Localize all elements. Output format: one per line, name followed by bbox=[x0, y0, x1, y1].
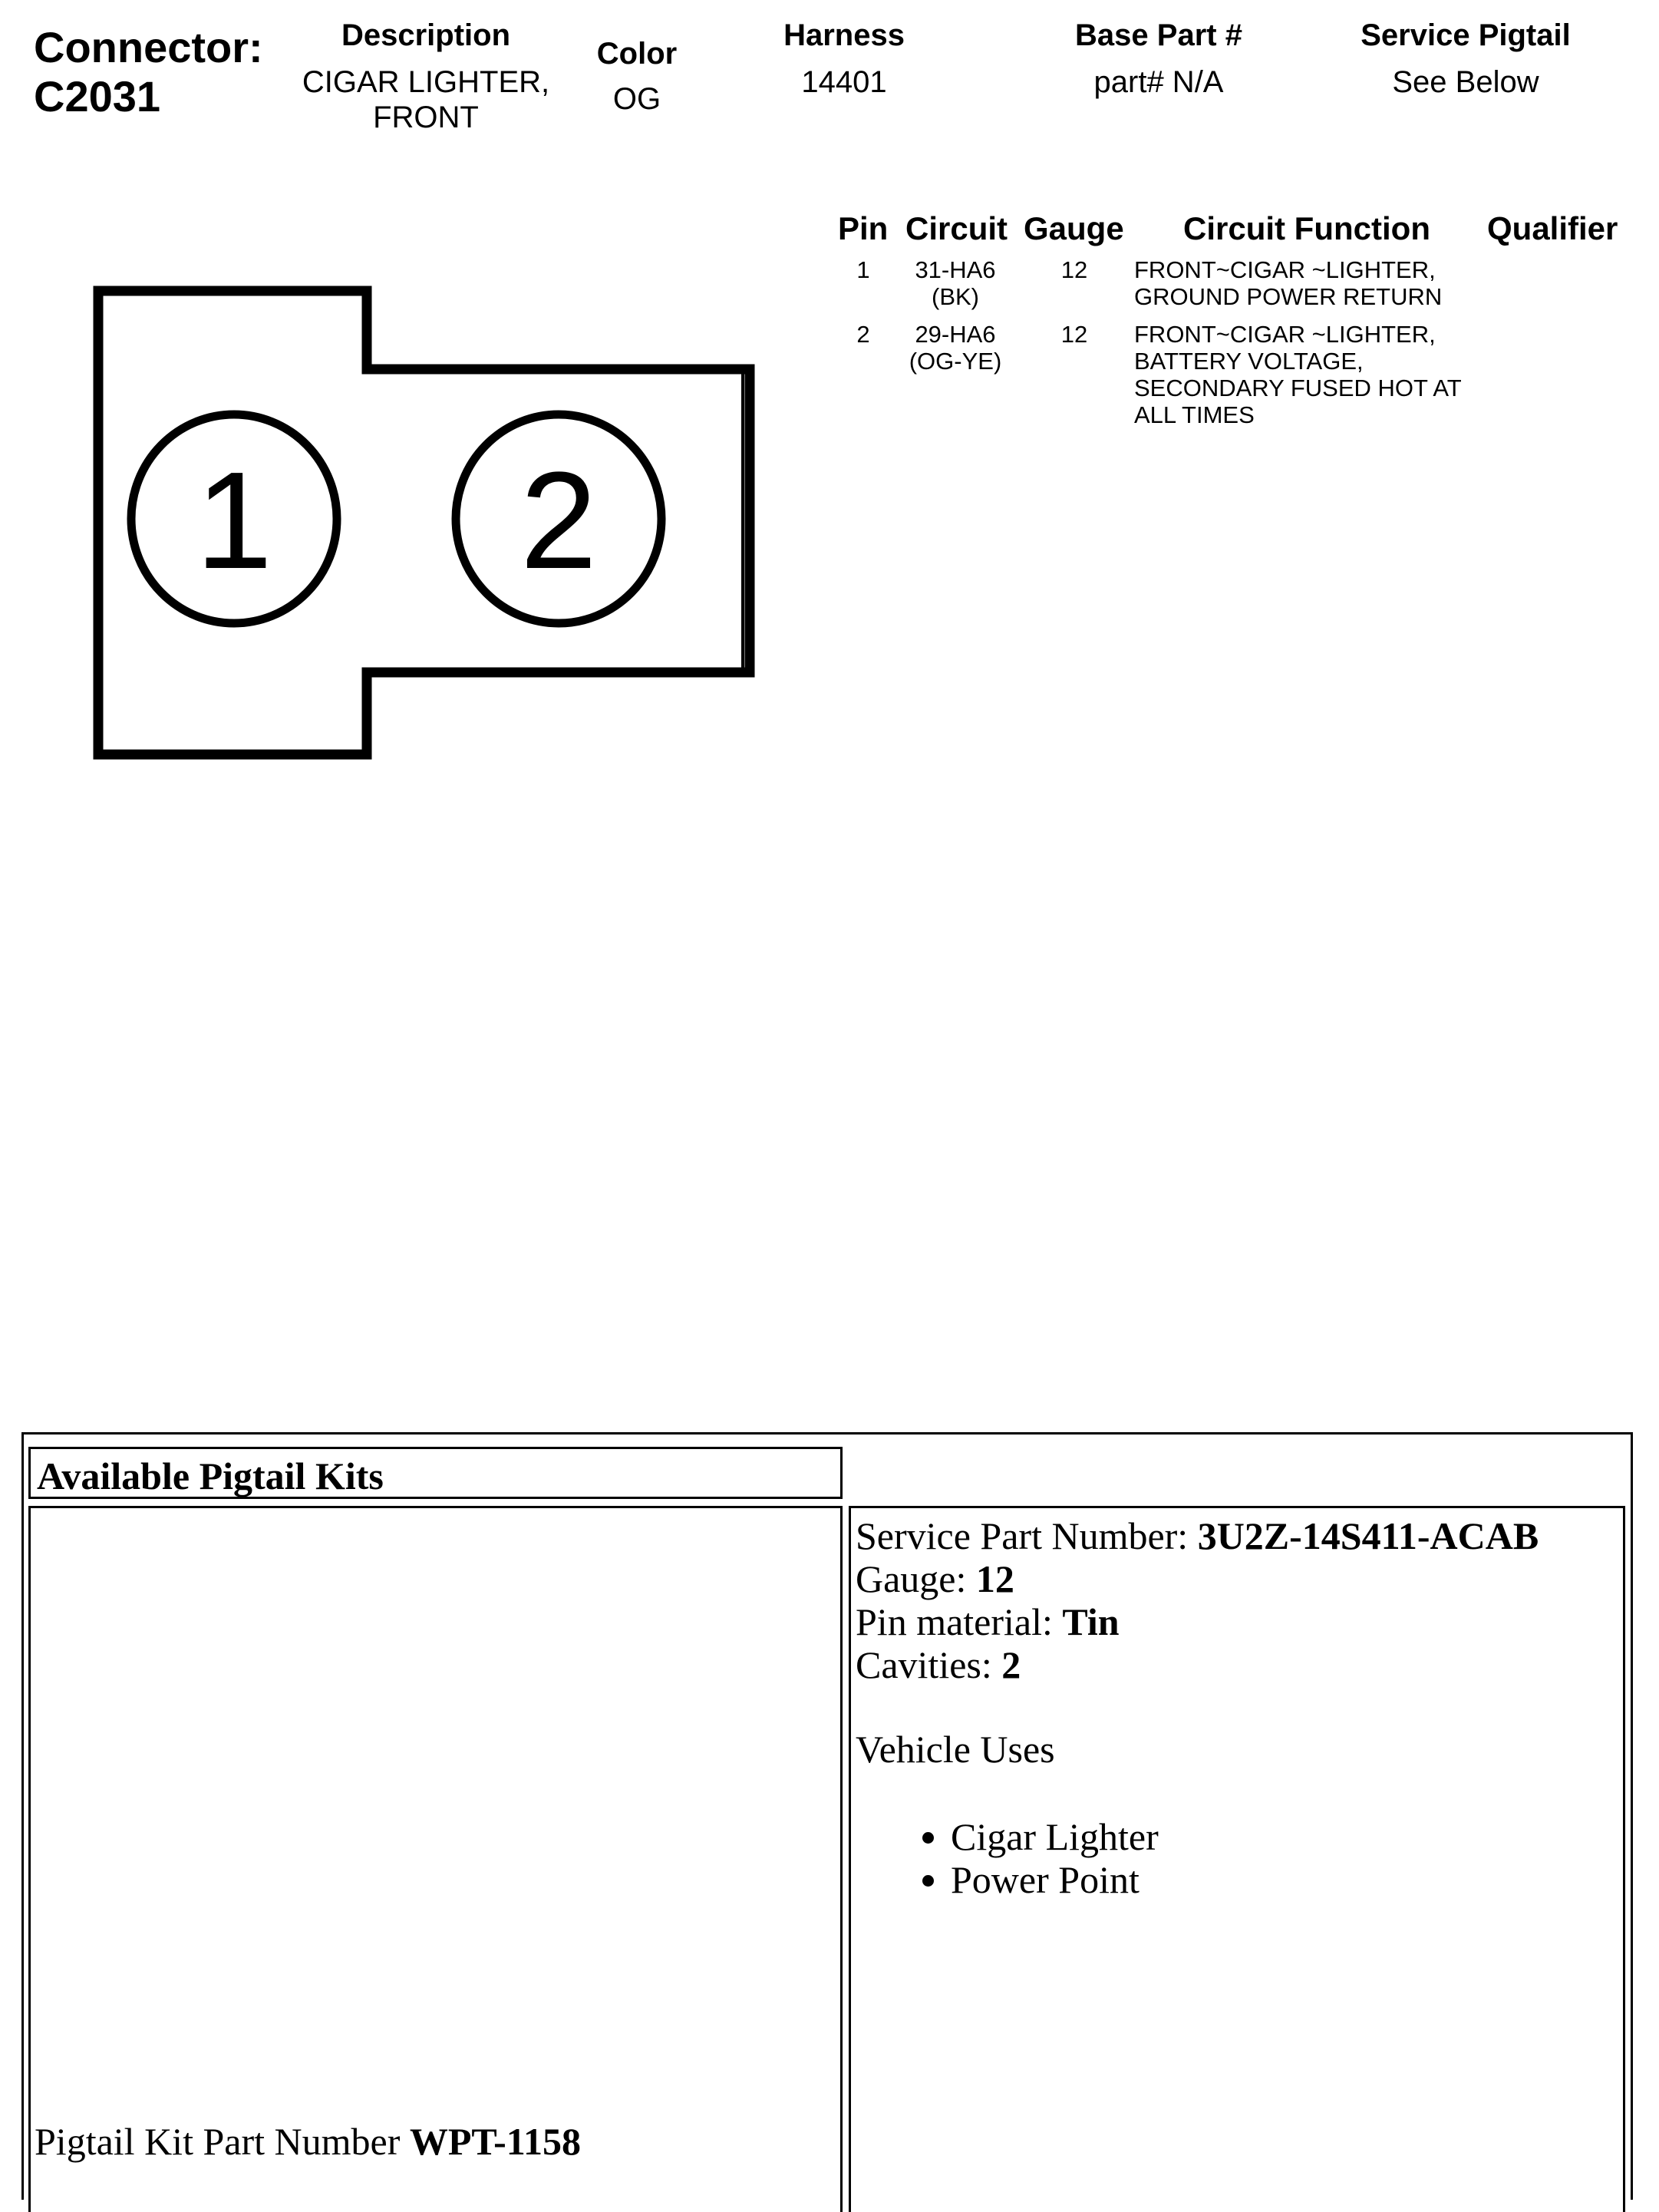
gauge-line bbox=[856, 1557, 1623, 1600]
cavity-2-label: 2 bbox=[519, 444, 598, 598]
pigtail-kit-part-number bbox=[35, 2120, 581, 2163]
harness-header: Harness bbox=[783, 18, 905, 52]
circuit-column-header: Circuit bbox=[905, 210, 1008, 246]
color-header: Color bbox=[596, 37, 678, 71]
pin-material-line bbox=[856, 1600, 1623, 1643]
color-value: OG bbox=[612, 82, 661, 116]
pigtail-info-cell bbox=[849, 1506, 1625, 2212]
cavities-line bbox=[856, 1643, 1623, 1686]
list-item: • Cigar Lighter bbox=[951, 1815, 1623, 1858]
circuit-function-cell bbox=[1134, 321, 1595, 428]
function-line: BATTERY VOLTAGE, bbox=[1134, 348, 1364, 375]
cavities-value: 2 bbox=[1001, 1643, 1021, 1686]
kit-part-value: WPT-1158 bbox=[409, 2120, 582, 2163]
qualifier-column-header: Qualifier bbox=[1487, 210, 1618, 246]
circuit-number: 31-HA6 bbox=[915, 256, 996, 283]
pin-column-header: Pin bbox=[838, 210, 889, 246]
kit-part-label: Pigtail Kit Part Number bbox=[35, 2120, 410, 2163]
description-header: Description bbox=[341, 18, 511, 52]
pin-material-label: Pin material: bbox=[856, 1600, 1063, 1643]
pin-material-value: Tin bbox=[1062, 1600, 1120, 1643]
wire-color: (OG-YE) bbox=[909, 348, 1002, 375]
pin-number: 2 bbox=[856, 321, 870, 348]
cavity-1-label: 1 bbox=[195, 444, 273, 598]
base-part-value: part# N/A bbox=[1093, 65, 1224, 99]
service-pigtail-header: Service Pigtail bbox=[1361, 18, 1571, 52]
list-item: • Power Point bbox=[951, 1858, 1623, 1901]
circuit-function-column-header: Circuit Function bbox=[1183, 210, 1430, 246]
description-line: FRONT bbox=[373, 101, 479, 134]
service-part-number bbox=[856, 1514, 1623, 1557]
connector-label: Connector: bbox=[34, 23, 263, 71]
service-pigtail-value: See Below bbox=[1392, 65, 1539, 99]
circuit-cell bbox=[890, 321, 1021, 375]
cavities-label: Cavities: bbox=[856, 1643, 1002, 1686]
vehicle-uses-heading: Vehicle Uses bbox=[856, 1728, 1055, 1771]
description-line: CIGAR LIGHTER, bbox=[302, 65, 550, 99]
harness-value: 14401 bbox=[801, 65, 887, 99]
pin-number: 1 bbox=[856, 256, 870, 283]
gauge-cell: 12 bbox=[1060, 256, 1088, 283]
service-part-label: Service Part Number: bbox=[856, 1514, 1198, 1557]
gauge-label: Gauge: bbox=[856, 1557, 976, 1600]
gauge-value: 12 bbox=[975, 1557, 1014, 1600]
pigtail-image-cell bbox=[28, 1506, 843, 2212]
function-line: ALL TIMES bbox=[1134, 401, 1255, 428]
circuit-function-cell bbox=[1134, 256, 1595, 310]
function-line: GROUND POWER RETURN bbox=[1134, 283, 1443, 310]
base-part-header: Base Part # bbox=[1075, 18, 1242, 52]
function-line: FRONT~CIGAR ~LIGHTER, bbox=[1134, 256, 1436, 283]
connector-id: C2031 bbox=[34, 72, 161, 121]
circuit-number: 29-HA6 bbox=[915, 321, 996, 348]
gauge-cell: 12 bbox=[1060, 321, 1088, 348]
circuit-cell bbox=[890, 256, 1021, 310]
gauge-column-header: Gauge bbox=[1024, 210, 1124, 246]
vehicle-uses-list bbox=[856, 1815, 1623, 1901]
service-part-value: 3U2Z-14S411-ACAB bbox=[1197, 1514, 1539, 1557]
function-line: FRONT~CIGAR ~LIGHTER, bbox=[1134, 321, 1436, 348]
pigtail-kits-heading: Available Pigtail Kits bbox=[28, 1447, 843, 1499]
wire-color: (BK) bbox=[932, 283, 979, 310]
function-line: SECONDARY FUSED HOT AT bbox=[1134, 375, 1462, 401]
connector-diagram bbox=[0, 0, 844, 806]
